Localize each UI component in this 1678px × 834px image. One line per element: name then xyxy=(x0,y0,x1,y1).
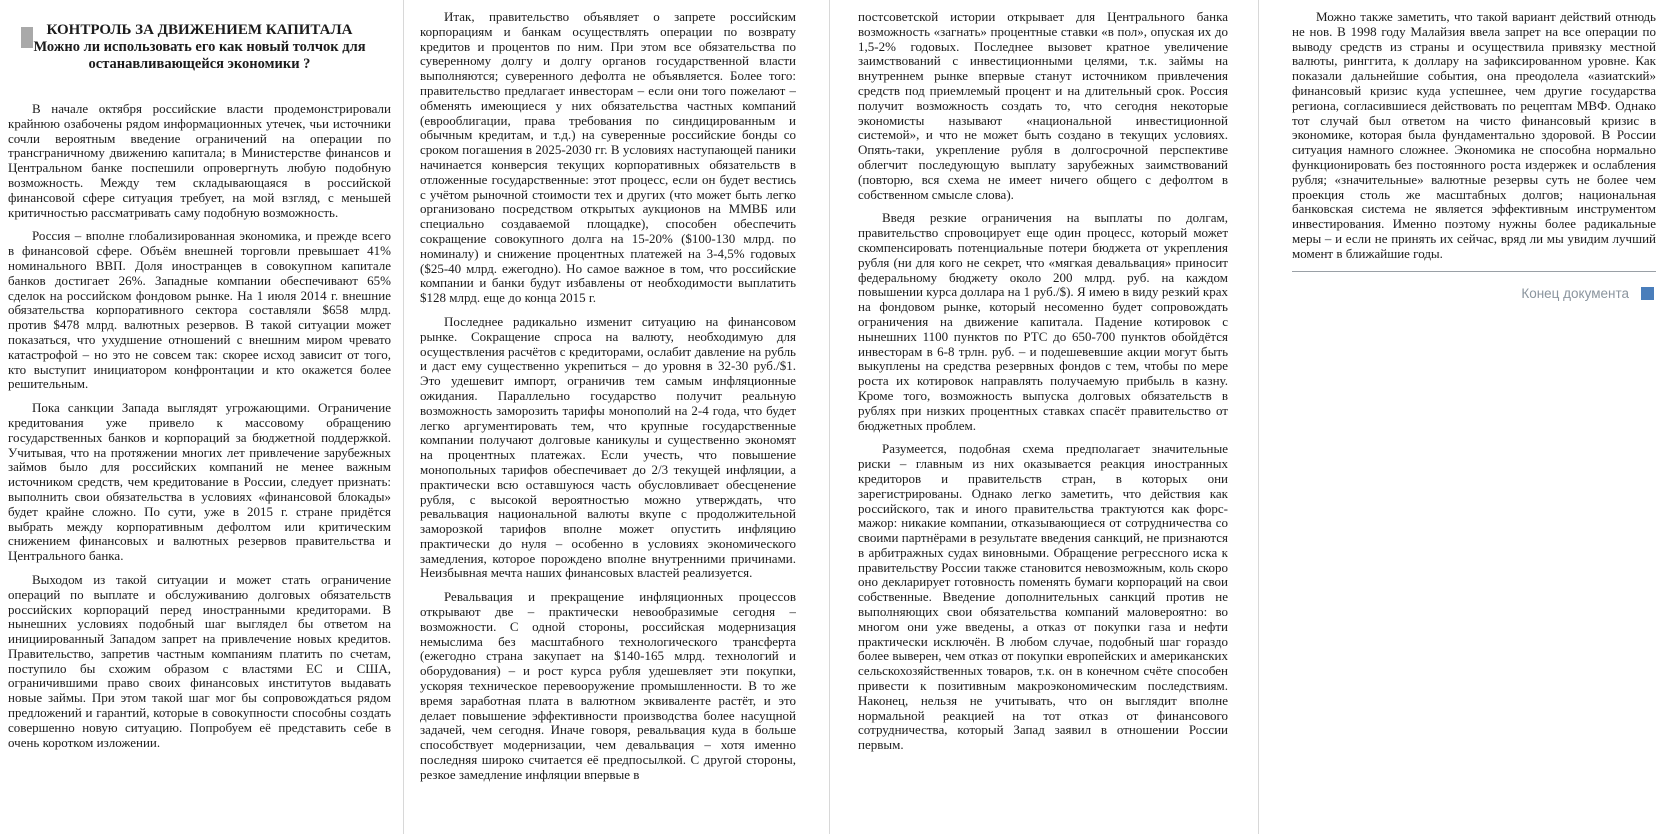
text-column-3 xyxy=(858,10,1228,834)
column-divider xyxy=(1258,0,1259,834)
paragraph: Разумеется, подобная схема предполагает значительные риски – главным из них оказывается реакция иностранных кредиторов и правительств стран, в которых они зарегистрированы. Однако легко заметить, что действия как российского, так и иного правительства трактуются как форс-мажор: никакие компании, отказывающиеся от сотрудничества со своими партнёрами в результате введения санкций, не признаются в арбитражных судах виновными. Обращение регрессного иска к правительству России также становится невозможным, коль скоро оно декларирует готовность поменять бумаги корпораций на свои собственные. Введение дополнительных санкций против не выполняющих свои обязательства компаний маловероятно: во многом они уже введены, а отказ от покупки газа и нефти практически исключён. В любом случае, подобный шаг гораздо более выверен, чем отказ от покупки европейских и американских сельскохозяйственных товаров, т.к. он в конечном счёте способен привести к позитивным макроэкономическим последствиям. Наконец, нельзя не учитывать, что он выглядит вполне нормальной реакцией на тот отказ от финансового сотрудничества, который Запад заявил в отношении России первым. xyxy=(858,441,1228,753)
paragraph: В начале октября российские власти продемонстрировали крайнюю озабочены рядом информационных утечек, чьи источники сочли вероятным введение ограничений на операции по трансграничному движению капитала; в Министерстве финансов и Центральном банке поспешили опровергнуть любую подобную возможность. Между тем складывающаяся в российской финансовой сфере ситуация требует, на мой взгляд, с меньшей критичностью рассматривать саму подобную возможность. xyxy=(8,101,391,220)
paragraph-continuation: постсоветской истории открывает для Центрального банка возможность «загнать» процентные ставки «в пол», опуская их до 1,5-2% годовых. Последнее вызовет кратное увеличение заимствований с инвестиционными целями, т.к. займы на внутреннем рынке впервые станут источником привлечения средств под приемлемый процент и на длительный срок. Россия получит возможность создать то, что сегодня некоторые экономисты называют «национальной инвестиционной системой», и что не может быть создано в текущих условиях. Опять-таки, укрепление рубля в долгосрочной перспективе облегчит последующую выплату зарубежных заимствований (повторю, вся схема не имеет ничего общего с дефолтом в собственном смысле слова). xyxy=(858,10,1228,202)
text-column-2 xyxy=(420,10,796,834)
paragraph: Введя резкие ограничения на выплаты по долгам, правительство спровоцирует еще один процесс, который может скомпенсировать потенциальные потери бюджета от укрепления рубля (ни для кого не секрет, что «мягкая девальвация» приносит федеральному бюджету около 200 млрд. руб. на каждом повышении курса доллара на 1 руб./$). Я имею в виду резкий крах на фондовом рынке, который несоменно будет сопровождать ограничения на движение капитала. Падение котировок с нынешних 1100 пунктов по РТС до 650-700 пунктов обойдётся инвесторам в 6-8 трлн. руб. – и подешевевшие акции могут быть выкуплены на средства резервных фондов с тем, чтобы по мере роста их котировок направлять получаемую прибыль в казну. Кроме того, возможность выпуска долговых обязательств в рублях при низких процентных ставках спасёт правительство от бюджетных проблем. xyxy=(858,210,1228,433)
paragraph: Россия – вполне глобализированная экономика, и прежде всего в финансовой сфере. Объём внешней торговли превышает 41% номинального ВВП. Доля иностранцев в совокупном капитале банков достигает 26%. Западные компании обеспечивают 65% сделок на российском фондовом рынке. На 1 июля 2014 г. внешние обязательства корпоративного сектора составляли $658 млрд. против $478 млрд. валютных резервов. В такой ситуации может показаться, что ухудшение отношений с внешним миром чревато катастрофой – но это не совсем так: скорее исход зависит от того, кто выступит инициатором конфронтации и кто окажется более решительным. xyxy=(8,228,391,392)
text-column-4 xyxy=(1292,10,1656,834)
paragraph: Пока санкции Запада выглядят угрожающими. Ограничение кредитования уже привело к массовому обращению государственных банков и корпораций за бюджетной поддержкой. Учитывая, что на протяжении многих лет привлечение зарубежных займов было для российских компаний не менее важным источником средств, чем кредитование в России, следует признать: выполнить свои обязательства в условиях «финансовой блокады» будет крайне сложно. По сути, уже в 2015 г. стране придётся выбрать между корпоративным дефолтом или критическим снижением финансовых и валютных резервов правительства и Центрального банка. xyxy=(8,400,391,564)
document-title: КОНТРОЛЬ ЗА ДВИЖЕНИЕМ КАПИТАЛА xyxy=(46,22,353,38)
document-subtitle: Можно ли использовать его как новый толчок для останавливающейся экономики ? xyxy=(33,39,366,72)
end-of-document-label: Конец документа xyxy=(1521,285,1629,301)
end-of-document-rule xyxy=(1292,271,1656,272)
paragraph: Выходом из такой ситуации и может стать ограничение операций по выплате и обслуживанию долговых обязательств российских корпораций перед иностранными кредиторами. В нынешних условиях подобный шаг выглядел бы ответом на инициированный Западом запрет на привлечение новых кредитов. Правительство, запретив частным компаниям платить по счетам, поступило бы схожим образом с властями ЕС и США, ограничившими право своих финансовых институтов выдавать новые займы. При этом такой шаг мог бы сопровождаться рядом предложений и гарантий, которые в совокупности способны создать совершенно новую ситуацию. Попробуем её представить себе в очень коротком изложении. xyxy=(8,571,391,750)
end-of-document-square-icon xyxy=(1641,287,1654,300)
column-divider xyxy=(829,0,830,834)
paragraph: Итак, правительство объявляет о запрете российским корпорациям и банкам осуществлять операции по возврату кредитов и процентов по ним. При этом все обязательства по суверенному долгу и долгу органов государственной власти выполняются; суверенного дефолта не объявляется. Более того: правительство предлагает инвесторам – если они того пожелают – обменять имеющиеся у них обязательства частных компаний (еврооблигации, права требования по синдицированным и обычным кредитам, и т.д.) на суверенные российские бонды со сроком погашения в 2025-2030 гг. В условиях наступающей паники начинается конверсия текущих корпоративных обязательств в отложенные государственные: этот процесс, если он будет вестись с учётом рыночной стоимости тех и других (что может быть легко организовано посредством открытых аукционов на ММВБ или специально создаваемой площадке), способен обеспечить сокращение совокупного долга на 15-20% ($100-130 млрд. по номиналу) и снижение процентных платежей на 3-4,5% годовых ($25-40 млрд. ежегодно). Но самое важное в том, что российские компании и банки будут избавлены от необходимости выплатить $128 млрд. еще до конца 2015 г. xyxy=(420,10,796,306)
paragraph: Последнее радикально изменит ситуацию на финансовом рынке. Сокращение спроса на валюту, необходимую для осуществления расчётов с кредиторами, ослабит давление на рубль и даст ему существенно укрепиться – до уровня в 32-30 руб./$1. Это удешевит импорт, ограничив тем самым инфляционные ожидания. Параллельно государство получит реальную возможность заморозить тарифы монополий на 2-4 года, что будет легко аргументировать тем, что крупные государственные компании получают долговые каникулы и существенно экономят на процентных платежах. Если учесть, что повышение монопольных тарифов обеспечивает до 2/3 текущей инфляции, а практически всю оставшуюся часть обусловливает обесценение рубля, с высокой вероятностью можно утверждать, что ревальвация национальной валюты вкупе с продолжительной заморозкой тарифов вполне может опустить инфляцию практически до нуля – особенно в условиях экономического замедления, которое порождено вполне внутренними причинами. Неизбывная мечта наших финансовых властей реализуется. xyxy=(420,313,796,581)
paragraph: Ревальвация и прекращение инфляционных процессов открывают две – практически невообразимые сегодня – возможности. С одной стороны, российская модернизация немыслима без масштабного технологического трансферта (ежегодно страна закупает на $140-165 млрд. технологий и оборудования) – и рост курса рубля удешевляет эти покупки, ускоряя техническое перевооружение промышленности. В то же время заработная плата в валютном эквиваленте растёт, и это делает повышение эффективности производства более насущной задачей, чем сегодня. Иначе говоря, ревальвация куда в больше способствует модернизации, чем девальвация – хотя именно последняя широко считается её предпосылкой. С другой стороны, резкое замедление инфляции впервые в xyxy=(420,589,796,782)
column-divider xyxy=(403,0,404,834)
text-column-1 xyxy=(8,10,391,834)
paragraph: Можно также заметить, что такой вариант действий отнюдь не нов. В 1998 году Малайзия ввела запрет на все операции по выводу средств из страны и осуществила привязку местной валюты, ринггита, к доллару на зафиксированном уровне. Как показали дальнейшие события, она преодолела «азиатский» финансовый кризис куда успешнее, чем другие государства региона, согласившиеся действовать по рецептам МВФ. Однако тот случай был ответом на чисто финансовый кризис в экономике, которая была фундаментально здоровой. В России ситуация намного сложнее. Экономика не способна нормально функционировать без постоянного роста издержек и ослабления рубля; «значительные» валютные резервы суть не более чем проекция столь же масштабных долгов; национальная банковская система не является эффективным инструментом инвестирования. Именно поэтому нужны более радикальные меры – и если не принять их сейчас, вряд ли мы увидим лучший момент в ближайшие годы. xyxy=(1292,10,1656,261)
end-of-document xyxy=(1292,286,1656,301)
